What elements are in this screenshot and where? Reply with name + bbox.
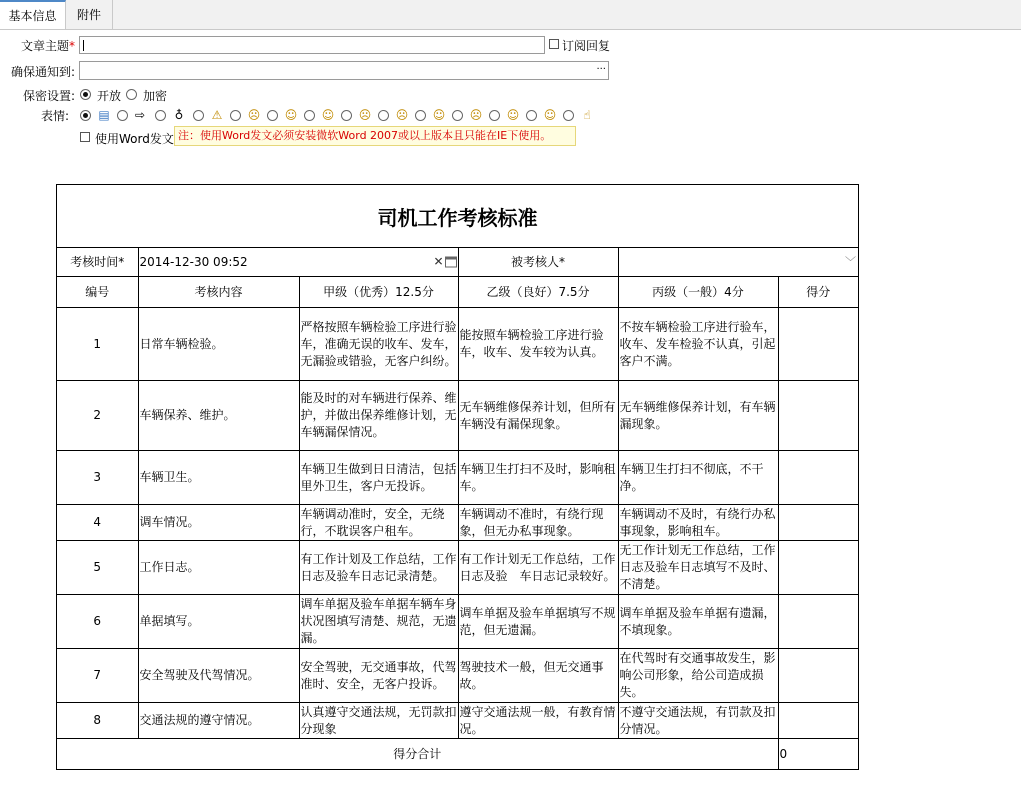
row-grade-a: 能及时的对车辆进行保养、维护，并做出保养维修计划，无车辆漏保情况。 xyxy=(299,381,458,451)
row-score[interactable] xyxy=(778,649,858,703)
row-grade-a: 认真遵守交通法规，无罚款扣分现象 xyxy=(299,703,458,739)
total-value: 0 xyxy=(778,739,858,770)
emoji-radio[interactable] xyxy=(341,110,352,121)
privacy-encrypt-label: 加密 xyxy=(143,89,168,103)
row-grade-a: 调车单据及验车单据车辆车身状况图填写清楚、规范，无遗漏。 xyxy=(299,595,458,649)
subscribe-checkbox[interactable] xyxy=(549,39,559,49)
evaluation-form xyxy=(56,184,859,770)
emoji-radio[interactable] xyxy=(304,110,315,121)
row-number: 7 xyxy=(57,649,138,703)
table-row xyxy=(57,595,858,649)
tab-attachments[interactable]: 附件 xyxy=(66,0,113,29)
row-grade-c: 在代驾时有交通事故发生，影响公司形象，给公司造成损失。 xyxy=(618,649,778,703)
table-row xyxy=(57,505,858,541)
notify-input[interactable] xyxy=(79,61,609,80)
emoji-radio[interactable] xyxy=(230,110,241,121)
row-item: 调车情况。 xyxy=(138,505,299,541)
table-row xyxy=(57,381,858,451)
row-grade-c: 车辆卫生打扫不彻底，不干净。 xyxy=(618,451,778,505)
header-grade-c: 丙级（一般）4分 xyxy=(618,277,778,308)
table-row xyxy=(57,703,858,739)
row-number: 8 xyxy=(57,703,138,739)
happy-icon: ☺ xyxy=(321,108,335,122)
word-note-tooltip: 注：使用Word发文必须安装微软Word 2007或以上版本且只能在IE下使用。 xyxy=(174,126,576,146)
tab-basic-info[interactable]: 基本信息 xyxy=(0,0,66,29)
emoji-radio[interactable] xyxy=(452,110,463,121)
row-number: 6 xyxy=(57,595,138,649)
use-word-label: 使用Word发文 xyxy=(95,132,174,146)
person-label: 被考核人* xyxy=(458,248,618,277)
row-grade-b: 调车单据及验车单据填写不规范，但无遗漏。 xyxy=(458,595,618,649)
row-grade-a: 车辆调动准时，安全，无绕行，不耽误客户租车。 xyxy=(299,505,458,541)
row-score[interactable] xyxy=(778,308,858,381)
row-grade-b: 能按照车辆检验工序进行验车，收车、发车较为认真。 xyxy=(458,308,618,381)
notify-label: 确保通知到: xyxy=(10,65,75,79)
row-number: 5 xyxy=(57,541,138,595)
row-number: 3 xyxy=(57,451,138,505)
row-grade-c: 无工作计划无工作总结，工作日志及验车日志填写不及时、不清楚。 xyxy=(618,541,778,595)
row-grade-c: 无车辆维修保养计划，有车辆漏现象。 xyxy=(618,381,778,451)
row-grade-c: 不按车辆检验工序进行验车，收车、发车检验不认真，引起客户不满。 xyxy=(618,308,778,381)
clear-icon[interactable]: ✕ xyxy=(433,254,444,269)
row-score[interactable] xyxy=(778,703,858,739)
emoji-radio[interactable] xyxy=(415,110,426,121)
row-grade-a: 有工作计划及工作总结，工作日志及验车日志记录清楚。 xyxy=(299,541,458,595)
row-grade-a: 严格按照车辆检验工序进行验车，准确无误的收车、发车，无漏验或错验，无客户纠纷。 xyxy=(299,308,458,381)
cool-icon: ☺ xyxy=(506,108,520,122)
row-number: 1 xyxy=(57,308,138,381)
form-title: 司机工作考核标准 xyxy=(57,185,858,248)
row-grade-b: 车辆调动不准时，有绕行现象，但无办私事现象。 xyxy=(458,505,618,541)
row-item: 车辆保养、维护。 xyxy=(138,381,299,451)
emoji-radio[interactable] xyxy=(489,110,500,121)
emoji-radio[interactable] xyxy=(526,110,537,121)
row-grade-c: 不遵守交通法规，有罚款及扣分情况。 xyxy=(618,703,778,739)
use-word-checkbox[interactable] xyxy=(80,132,90,142)
sad-icon: ☹ xyxy=(358,108,372,122)
emoji-radio[interactable] xyxy=(193,110,204,121)
wink-icon: ☺ xyxy=(543,108,557,122)
row-grade-a: 车辆卫生做到日日清洁，包括里外卫生，客户无投诉。 xyxy=(299,451,458,505)
row-grade-c: 车辆调动不及时，有绕行办私事现象，影响租车。 xyxy=(618,505,778,541)
table-row xyxy=(57,451,858,505)
row-item: 车辆卫生。 xyxy=(138,451,299,505)
document-icon: ▤ xyxy=(98,108,110,122)
time-value: 2014-12-30 09:52 xyxy=(139,254,248,269)
chevron-down-icon[interactable]: ﹀ xyxy=(845,255,856,269)
row-grade-b: 有工作计划无工作总结，工作日志及验 车日志记录较好。 xyxy=(458,541,618,595)
emoji-radio[interactable] xyxy=(117,110,128,121)
emoji-radio[interactable] xyxy=(378,110,389,121)
row-score[interactable] xyxy=(778,381,858,451)
time-label: 考核时间* xyxy=(57,248,138,277)
grin-icon: ☺ xyxy=(284,108,298,122)
shocked-icon: ☹ xyxy=(469,108,483,122)
privacy-encrypt-radio[interactable] xyxy=(126,89,137,100)
subject-input[interactable] xyxy=(79,36,545,54)
total-row xyxy=(57,739,858,770)
row-grade-b: 车辆卫生打扫不及时，影响租车。 xyxy=(458,451,618,505)
warning-icon: ⚠ xyxy=(211,108,223,122)
total-label: 得分合计 xyxy=(57,739,778,770)
thumbs-up-icon: ☝ xyxy=(583,108,591,122)
person-select[interactable] xyxy=(618,248,858,277)
subscribe-label: 订阅回复 xyxy=(562,39,611,53)
subject-label: 文章主题* xyxy=(20,39,75,53)
privacy-label: 保密设置: xyxy=(22,89,75,103)
time-field[interactable] xyxy=(138,248,458,277)
emoji-radio[interactable] xyxy=(563,110,574,121)
row-score[interactable] xyxy=(778,595,858,649)
row-item: 工作日志。 xyxy=(138,541,299,595)
row-grade-b: 驾驶技术一般，但无交通事故。 xyxy=(458,649,618,703)
emoji-label: 表情: xyxy=(40,109,69,123)
lightbulb-icon: ♁ xyxy=(174,108,184,122)
row-score[interactable] xyxy=(778,451,858,505)
row-grade-c: 调车单据及验车单据有遗漏，不填现象。 xyxy=(618,595,778,649)
surprised-icon: ☹ xyxy=(395,108,409,122)
row-number: 2 xyxy=(57,381,138,451)
emoji-radio[interactable] xyxy=(155,110,166,121)
evaluation-table xyxy=(57,247,858,770)
row-item: 单据填写。 xyxy=(138,595,299,649)
row-grade-b: 遵守交通法规一般，有教育情况。 xyxy=(458,703,618,739)
laugh-icon: ☺ xyxy=(432,108,446,122)
header-number: 编号 xyxy=(57,277,138,308)
table-row xyxy=(57,649,858,703)
tab-bar xyxy=(0,0,1021,30)
header-content: 考核内容 xyxy=(138,277,299,308)
smile-icon: ☹ xyxy=(247,108,261,122)
row-grade-a: 安全驾驶，无交通事故，代驾准时、安全，无客户投诉。 xyxy=(299,649,458,703)
header-grade-b: 乙级（良好）7.5分 xyxy=(458,277,618,308)
emoji-none-radio[interactable] xyxy=(80,110,91,121)
row-score[interactable] xyxy=(778,505,858,541)
privacy-open-label: 开放 xyxy=(97,89,122,103)
notify-picker-button[interactable]: ··· xyxy=(596,64,606,75)
row-grade-b: 无车辆维修保养计划，但所有车辆没有漏保现象。 xyxy=(458,381,618,451)
row-item: 交通法规的遵守情况。 xyxy=(138,703,299,739)
row-item: 安全驾驶及代驾情况。 xyxy=(138,649,299,703)
arrow-icon: ⇨ xyxy=(134,108,146,122)
emoji-radio[interactable] xyxy=(267,110,278,121)
header-grade-a: 甲级（优秀）12.5分 xyxy=(299,277,458,308)
header-score: 得分 xyxy=(778,277,858,308)
table-row xyxy=(57,541,858,595)
calendar-icon[interactable] xyxy=(445,257,457,268)
row-score[interactable] xyxy=(778,541,858,595)
privacy-open-radio[interactable] xyxy=(80,89,91,100)
row-item: 日常车辆检验。 xyxy=(138,308,299,381)
table-row xyxy=(57,308,858,381)
row-number: 4 xyxy=(57,505,138,541)
